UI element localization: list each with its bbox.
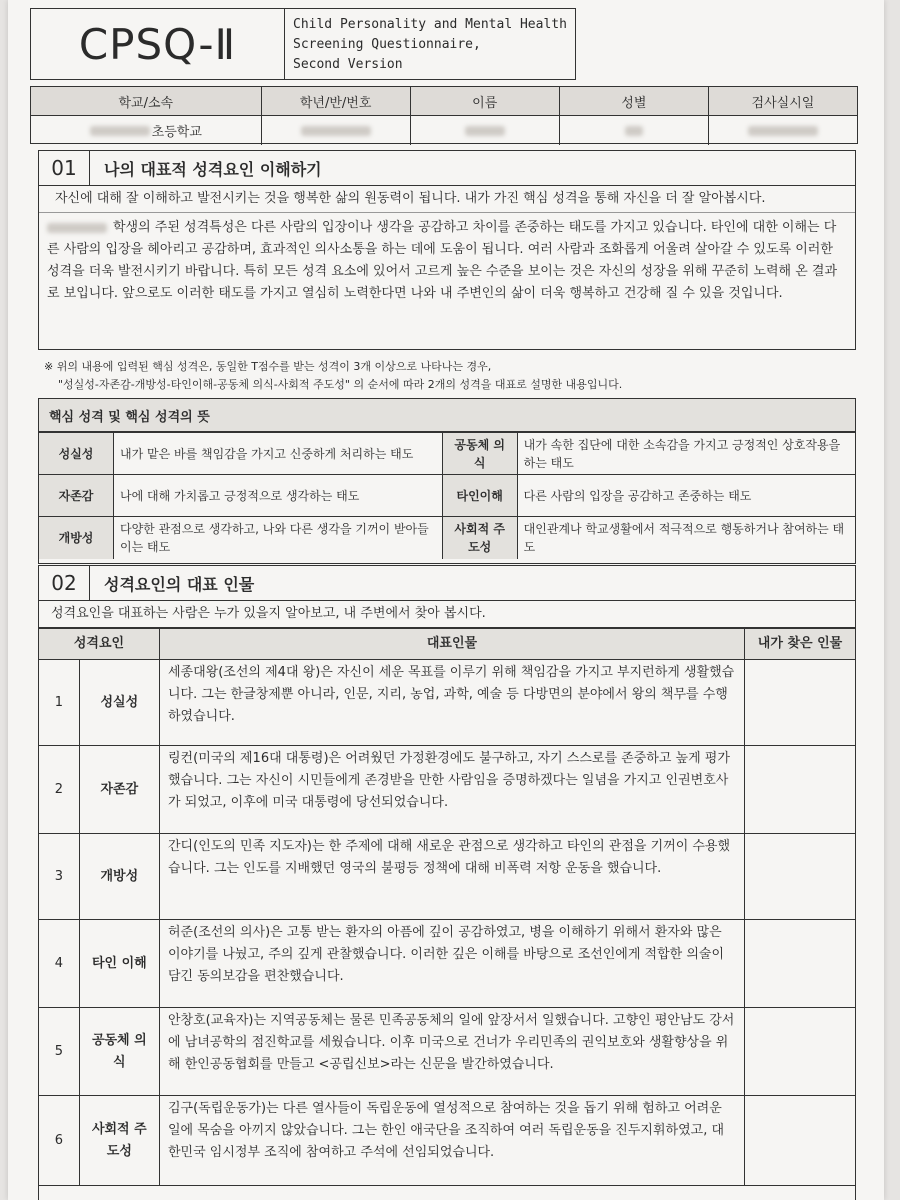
core-row: [39, 517, 855, 559]
row-number: 3: [39, 834, 79, 920]
core-row: [39, 433, 855, 475]
figures-header-row: [39, 629, 855, 660]
representative-figures-table: [39, 628, 855, 1186]
subtitle-line: Child Personality and Mental Health: [293, 17, 567, 32]
info-header-gender: 성별: [559, 87, 708, 115]
school-suffix: 초등학교: [151, 125, 202, 140]
info-school-value: [31, 116, 261, 145]
subtitle-line: Screening Questionnaire,: [293, 37, 481, 52]
figure-description: 세종대왕(조선의 제4대 왕)은 자신이 세운 목표를 이루기 위해 책임감을 가지고 부지런하게 생활했습니다. 그는 한글창제뿐 아니라, 인문, 지리, 농업, 과학, 예술 등 다방면의 분야에서 왕의 책무를 수행하였습니다.: [160, 660, 745, 746]
note-line: ※ 위의 내용에 입력된 핵심 성격은, 동일한 T점수를 받는 성격이 3개 이상으로 나타나는 경우,: [44, 360, 492, 373]
core-key: 사회적 주도성: [442, 517, 517, 559]
section-title: 나의 대표적 성격요인 이해하기: [104, 159, 322, 179]
section-01-body-text: 학생의 주된 성격특성은 다른 사람의 입장이나 생각을 공감하고 차이를 존중하는 태도를 가지고 있습니다. 타인에 대한 이해는 다른 사람의 입장을 헤아리고 공감하며, 효과적인 의사소통을 하는 데에 도움이 됩니다. 여러 사람과 조화롭게 어울려 살아갈 수 있도록 이러한 성격을 더욱 발전시키기 바랍니다. 특히 모든 성격 요소에 있어서 고르게 높은 수준을 보이는 것은 자신의 성장을 위해 꾸준히 노력해 온 결과로 보입니다. 앞으로도 이러한 태도를 가지고 열심히 노력한다면 나와 내 주변인의 삶이 더욱 행복하고 건강해 질 수 있을 것입니다.: [47, 220, 838, 301]
redacted-mark: [47, 223, 107, 233]
row-number: 6: [39, 1096, 79, 1186]
my-figure-blank[interactable]: [745, 660, 856, 746]
redacted-mark: [748, 126, 818, 136]
subtitle-line: Second Version: [293, 57, 403, 72]
core-key: 공동체 의식: [442, 433, 517, 475]
my-figure-blank[interactable]: [745, 1008, 856, 1096]
paper-sheet: [8, 0, 884, 1200]
core-desc: 다양한 관점으로 생각하고, 나와 다른 생각을 기꺼이 받아들이는 태도: [114, 517, 443, 559]
trait-name: 성실성: [79, 660, 159, 746]
figure-description: 김구(독립운동가)는 다른 열사들이 독립운동에 열성적으로 참여하는 것을 돕기 위해 험하고 어려운 일에 목숨을 아끼지 않았습니다. 그는 한인 애국단을 조직하여 여러 독립운동을 진두지휘하였고, 대한민국 임시정부 조직에 참여하고 주석에 선임되었습니다.: [160, 1096, 745, 1186]
figure-row: [39, 834, 855, 920]
header-my-figure: 내가 찾은 인물: [745, 629, 856, 660]
row-number: 1: [39, 660, 79, 746]
core-key: 타인이해: [442, 475, 517, 517]
figure-row: [39, 1096, 855, 1186]
note-line: "성실성-자존감-개방성-타인이해-공동체 의식-사회적 주도성" 의 순서에 따라 2개의 성격을 대표로 설명한 내용입니다.: [58, 378, 623, 391]
redacted-mark: [465, 126, 505, 136]
student-info-table: [30, 86, 858, 144]
section-01-intro: 자신에 대해 잘 이해하고 발전시키는 것을 행복한 삶의 원동력이 됩니다. 내가 가진 핵심 성격을 통해 자신을 더 잘 알아봅시다.: [39, 186, 855, 213]
row-number: 4: [39, 920, 79, 1008]
figure-row: [39, 746, 855, 834]
questionnaire-code: CPSQ-Ⅱ: [30, 8, 285, 80]
figure-row: [39, 1008, 855, 1096]
trait-name: 사회적 주도성: [79, 1096, 159, 1186]
info-header-name: 이름: [410, 87, 559, 115]
header-figure: 대표인물: [160, 629, 745, 660]
info-value-row: [31, 115, 857, 145]
section-02-header: [39, 566, 855, 601]
info-header-school: 학교/소속: [118, 95, 174, 111]
my-figure-blank[interactable]: [745, 834, 856, 920]
section-01-body: [39, 213, 855, 307]
core-personality-table: [38, 398, 856, 564]
trait-name: 개방성: [79, 834, 159, 920]
info-name-value: [410, 116, 559, 145]
info-date-value: [708, 116, 857, 145]
info-header-date: 검사실시일: [708, 87, 857, 115]
figure-description: 허준(조선의 의사)은 고통 받는 환자의 아픔에 깊이 공감하였고, 병을 이해하기 위해서 환자와 많은 이야기를 나눴고, 주의 깊게 관찰했습니다. 이러한 깊은 이해를 바탕으로 조선인에게 적합한 의술이 담긴 동의보감을 편찬했습니다.: [160, 920, 745, 1008]
info-gender-value: [559, 116, 708, 145]
my-figure-blank[interactable]: [745, 746, 856, 834]
figure-description: 간디(인도의 민족 지도자)는 한 주제에 대해 새로운 관점으로 생각하고 타인의 관점을 기꺼이 수용했습니다. 그는 인도를 지배했던 영국의 불평등 정책에 대해 비폭력 저항 운동을 했습니다.: [160, 834, 745, 920]
trait-name: 타인 이해: [79, 920, 159, 1008]
info-grade-value: [261, 116, 410, 145]
info-header-row: [31, 87, 857, 115]
core-key: 성실성: [39, 433, 114, 475]
section-01-header: [39, 151, 855, 186]
my-figure-blank[interactable]: [745, 1096, 856, 1186]
my-figure-blank[interactable]: [745, 920, 856, 1008]
section-02-intro: 성격요인을 대표하는 사람은 누가 있을지 알아보고, 내 주변에서 찾아 봅시다.: [39, 601, 855, 628]
core-grid: [39, 432, 855, 559]
core-desc: 내가 맡은 바를 책임감을 가지고 신중하게 처리하는 태도: [114, 433, 443, 475]
redacted-mark: [625, 126, 643, 136]
core-desc: 다른 사람의 입장을 공감하고 존중하는 태도: [517, 475, 855, 517]
header-trait: 성격요인: [39, 629, 160, 660]
figure-row: [39, 920, 855, 1008]
core-desc: 나에 대해 가치롭고 긍정적으로 생각하는 태도: [114, 475, 443, 517]
core-key: 자존감: [39, 475, 114, 517]
redacted-mark: [301, 126, 371, 136]
core-row: [39, 475, 855, 517]
row-number: 5: [39, 1008, 79, 1096]
core-desc: 대인관계나 학교생활에서 적극적으로 행동하거나 참여하는 태도: [517, 517, 855, 559]
section-number: 01: [39, 151, 90, 185]
note-block: [44, 358, 856, 394]
trait-name: 자존감: [79, 746, 159, 834]
section-number: 02: [39, 566, 90, 600]
section-02: [38, 565, 856, 1200]
figure-description: 링컨(미국의 제16대 대통령)은 어려웠던 가정환경에도 불구하고, 자기 스스로를 존중하고 높게 평가했습니다. 그는 자신이 시민들에게 존경받을 만한 사람임을 증명하겠다는 일념을 가지고 인권변호사가 되었고, 이후에 미국 대통령에 당선되었습니다.: [160, 746, 745, 834]
figure-row: [39, 660, 855, 746]
redacted-mark: [90, 126, 150, 136]
info-header-grade: 학년/반/번호: [261, 87, 410, 115]
trait-name: 공동체 의식: [79, 1008, 159, 1096]
row-number: 2: [39, 746, 79, 834]
figure-description: 안창호(교육자)는 지역공동체는 물론 민족공동체의 일에 앞장서서 일했습니다. 고향인 평안남도 강서에 남녀공학의 점진학교를 세웠습니다. 이후 미국으로 건너가 우리민족의 권익보호와 생활향상을 위해 한인공동협회를 만들고 <공립신보>라는 신문을 발간하였습니다.: [160, 1008, 745, 1096]
section-title: 성격요인의 대표 인물: [104, 574, 255, 594]
questionnaire-fullname: [284, 8, 576, 80]
section-01: [38, 150, 856, 350]
core-desc: 내가 속한 집단에 대한 소속감을 가지고 긍정적인 상호작용을 하는 태도: [517, 433, 855, 475]
core-table-title: 핵심 성격 및 핵심 성격의 뜻: [39, 399, 855, 432]
core-key: 개방성: [39, 517, 114, 559]
